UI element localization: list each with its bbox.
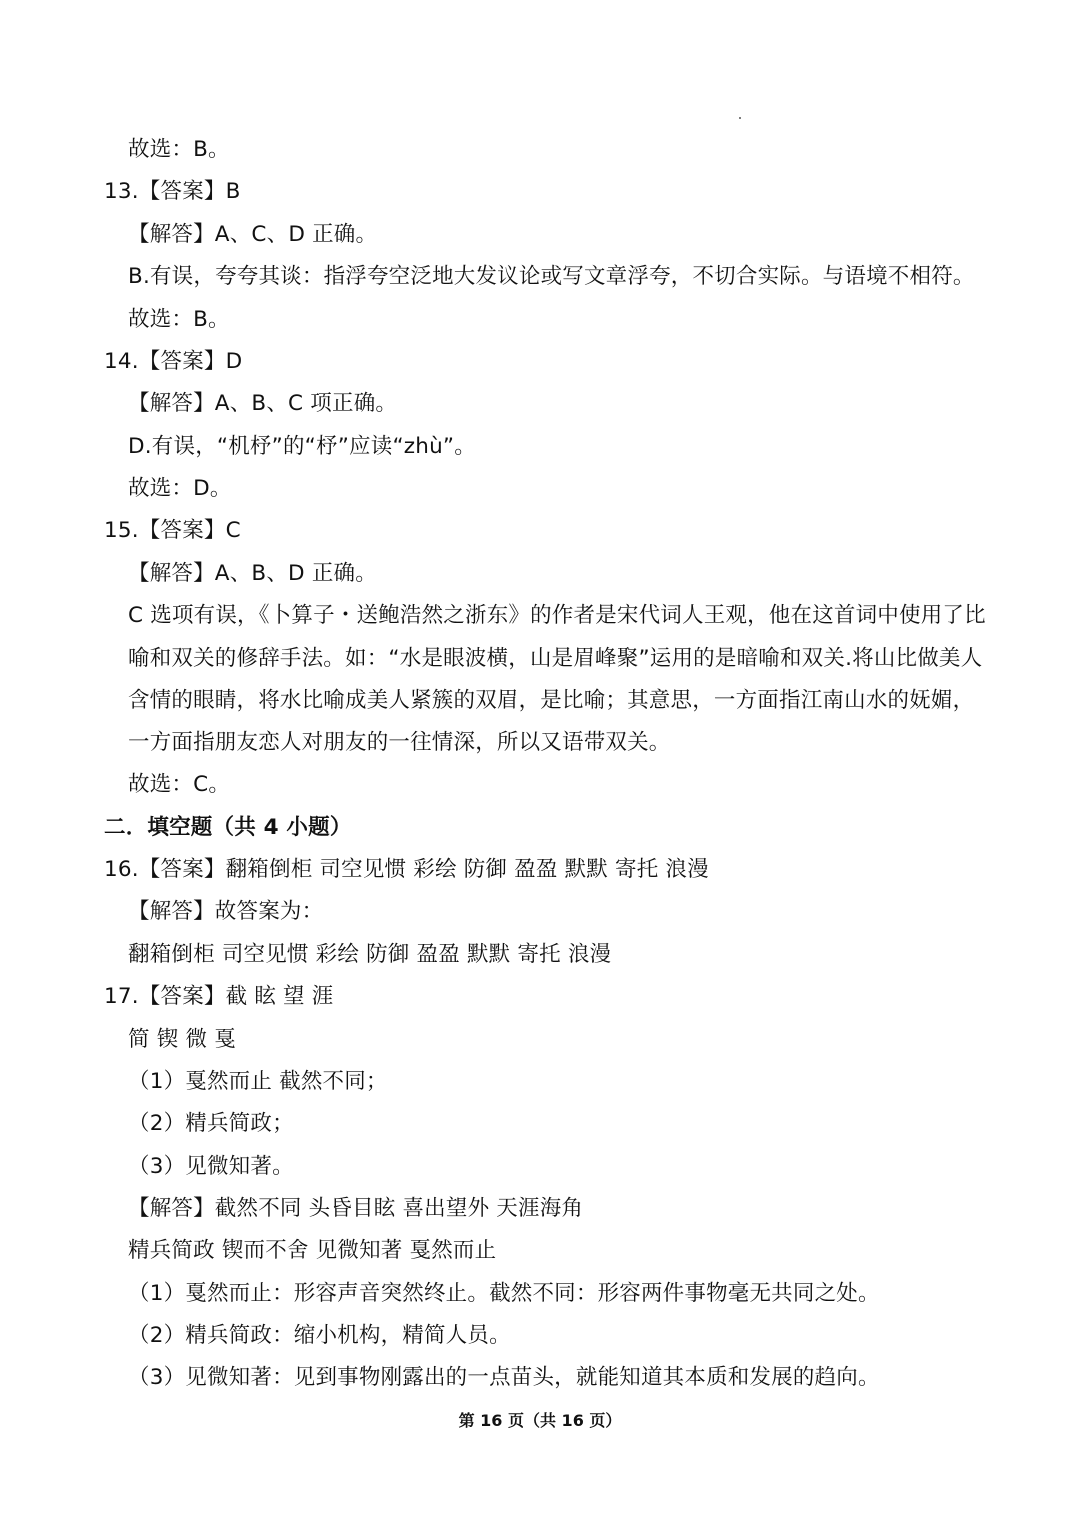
answer-17-item3: （3）见微知著。: [128, 1154, 294, 1179]
section-heading: 二．填空题（共 4 小题）: [104, 815, 352, 840]
explanation-13-detail: B.有误，夸夸其谈：指浮夸空泛地大发议论或写文章浮夸，不切合实际。与语境不相符。: [128, 264, 975, 289]
answer-14: 14.【答案】D: [104, 349, 243, 374]
answer-17-item1: （1）戛然而止 截然不同；: [128, 1069, 388, 1094]
conclusion-14: 故选：D。: [128, 476, 232, 501]
conclusion-12: 故选：B。: [128, 137, 230, 162]
conclusion-13: 故选：B。: [128, 307, 230, 332]
explanation-17-item2: （2）精兵简政：缩小机构，精简人员。: [128, 1323, 511, 1348]
explanation-14-detail: D.有误，“机杼”的“杼”应读“zhù”。: [128, 434, 476, 459]
scan-speck: [739, 117, 741, 119]
explanation-16-answer: 翻箱倒柜 司空见惯 彩绘 防御 盈盈 默默 寄托 浪漫: [128, 942, 612, 967]
explanation-13: 【解答】A、C、D 正确。: [128, 222, 378, 247]
explanation-15: 【解答】A、B、D 正确。: [128, 561, 377, 586]
answer-17: 17.【答案】截 眩 望 涯: [104, 984, 334, 1009]
explanation-17-line2: 精兵简政 锲而不舍 见微知著 戛然而止: [128, 1238, 497, 1263]
explanation-15-line1: C 选项有误，《卜算子・送鲍浩然之浙东》的作者是宋代词人王观，他在这首词中使用了比: [128, 603, 986, 628]
explanation-14: 【解答】A、B、C 项正确。: [128, 391, 398, 416]
explanation-15-line3: 含情的眼睛，将水比喻成美人紧簇的双眉，是比喻；其意思，一方面指江南山水的妩媚，: [128, 688, 975, 713]
explanation-15-line2: 喻和双关的修辞手法。如：“水是眼波横，山是眉峰聚”运用的是暗喻和双关.将山比做美人: [128, 646, 983, 671]
answer-16: 16.【答案】翻箱倒柜 司空见惯 彩绘 防御 盈盈 默默 寄托 浪漫: [104, 857, 709, 882]
answer-17-chars: 简 锲 微 戛: [128, 1027, 236, 1052]
page-footer: 第 16 页（共 16 页）: [458, 1411, 622, 1430]
conclusion-15: 故选：C。: [128, 772, 231, 797]
explanation-16: 【解答】故答案为：: [128, 899, 324, 924]
answer-17-item2: （2）精兵简政；: [128, 1111, 294, 1136]
explanation-17: 【解答】截然不同 头昏目眩 喜出望外 天涯海角: [128, 1196, 584, 1221]
explanation-15-line4: 一方面指朋友恋人对朋友的一往情深，所以又语带双关。: [128, 730, 671, 755]
answer-13: 13.【答案】B: [104, 179, 241, 204]
explanation-17-item1: （1）戛然而止：形容声音突然终止。截然不同：形容两件事物毫无共同之处。: [128, 1281, 880, 1306]
explanation-17-item3: （3）见微知著：见到事物刚露出的一点苗头，就能知道其本质和发展的趋向。: [128, 1365, 880, 1390]
answer-15: 15.【答案】C: [104, 518, 241, 543]
